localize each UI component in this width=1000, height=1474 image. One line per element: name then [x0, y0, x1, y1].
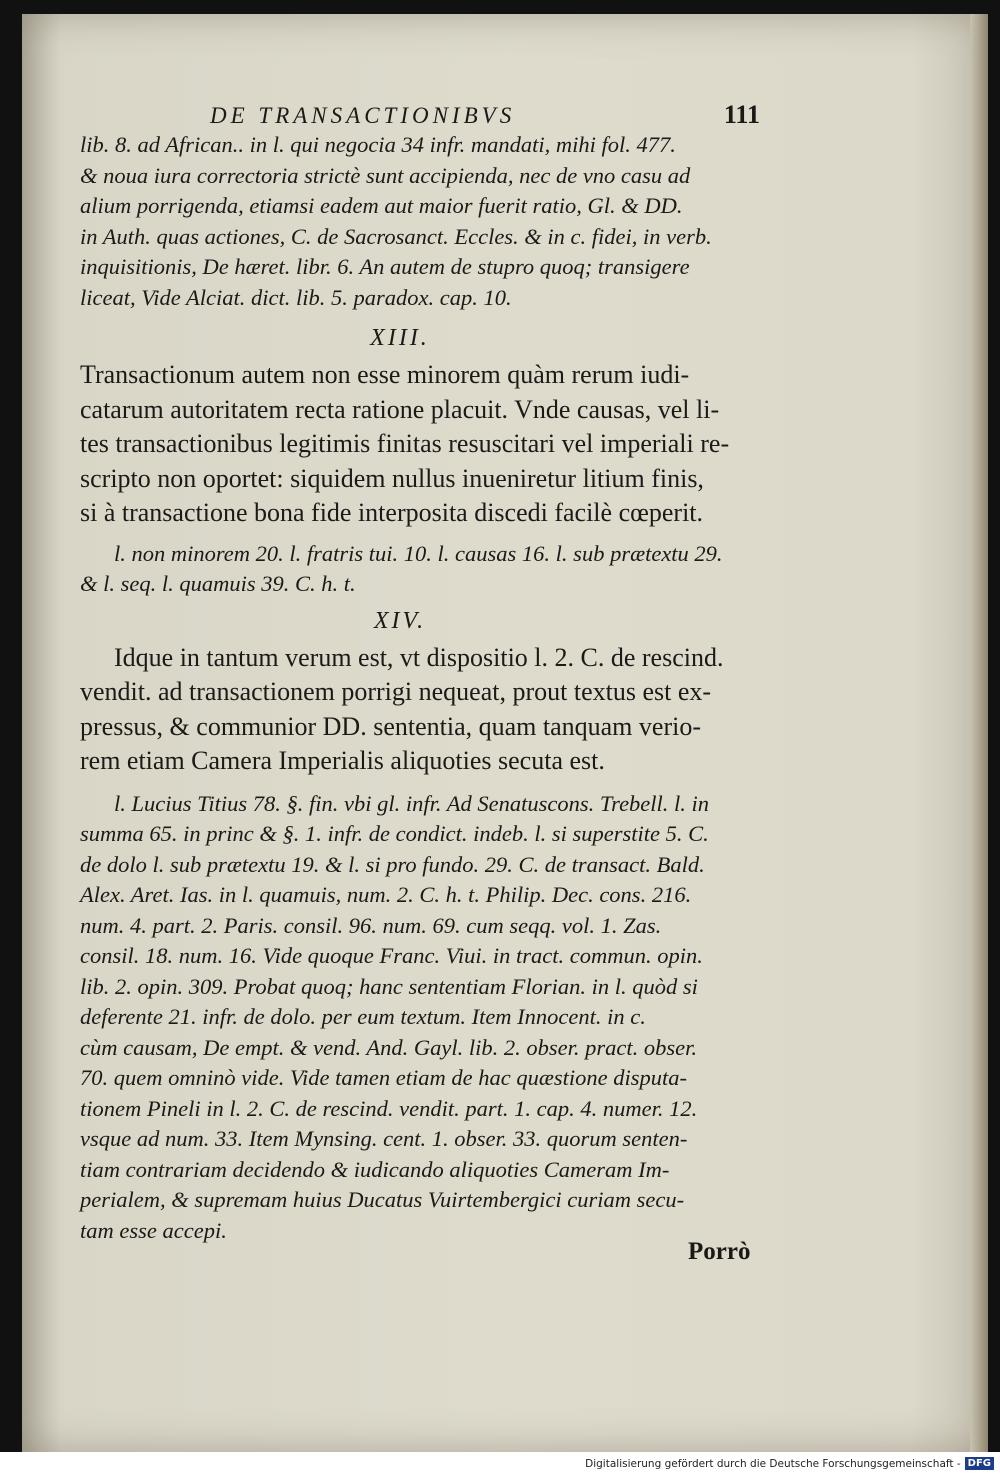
digitization-footer — [585, 1457, 994, 1470]
note-line: Alex. Aret. Ias. in l. quamuis, num. 2. C. h. t. Philip. Dec. cons. 216. — [80, 882, 692, 907]
note-line: l. non minorem 20. l. fratris tui. 10. l. causas 16. l. sub prætextu 29. — [114, 540, 723, 566]
note-line: deferente 21. infr. de dolo. per eum textum. Item Innocent. in c. — [80, 1004, 646, 1029]
paragraph-line: pressus, & communior DD. sententia, quam tanquam verio- — [80, 711, 701, 741]
note-line: alium porrigenda, etiamsi eadem aut maior fuerit ratio, Gl. & DD. — [80, 193, 683, 218]
paragraph-line: si à transactione bona fide interposita discedi facilè cœperit. — [80, 498, 704, 527]
note-line: & l. seq. l. quamuis 39. C. h. t. — [80, 571, 356, 596]
paragraph-line: catarum autoritatem recta ratione placuit. Vnde causas, vel li- — [80, 394, 720, 424]
paragraph-line: Idque in tantum verum est, vt dispositio l. 2. C. de rescind. — [114, 642, 724, 672]
note-line: tiam contrariam decidendo & iudicando aliquoties Cameram Im- — [80, 1156, 670, 1182]
note-line: perialem, & supremam huius Ducatus Vuirtembergici curiam secu- — [80, 1187, 685, 1212]
citation-note-1 — [80, 130, 780, 313]
catchword: Porrò — [688, 1238, 751, 1265]
page-number: 111 — [723, 100, 760, 129]
section-number-13: XIII. — [370, 325, 430, 351]
note-line: & noua iura correctoria strictè sunt accipienda, nec de vno casu ad — [80, 162, 691, 188]
section-number-14: XIV. — [373, 607, 427, 634]
note-line: vsque ad num. 33. Item Mynsing. cent. 1. obser. 33. quorum senten- — [80, 1126, 688, 1151]
paragraph-2 — [80, 641, 780, 779]
note-line: summa 65. in princ & §. 1. infr. de condict. indeb. l. si superstite 5. C. — [80, 821, 709, 846]
note-line: de dolo l. sub prætextu 19. & l. si pro fundo. 29. C. de transact. Bald. — [80, 851, 705, 877]
note-line: tionem Pineli in l. 2. C. de rescind. vendit. part. 1. cap. 4. numer. 12. — [80, 1095, 698, 1121]
dfg-logo: DFG — [965, 1457, 994, 1470]
note-line: lib. 2. opin. 309. Probat quoq; hanc sententiam Florian. in l. quòd si — [80, 973, 698, 999]
paragraph-1 — [80, 358, 780, 531]
note-line: l. Lucius Titius 78. §. fin. vbi gl. infr. Ad Senatuscons. Trebell. l. in — [114, 790, 710, 816]
paragraph-line: scripto non oportet: siquidem nullus inueniretur litium finis, — [80, 463, 704, 493]
paragraph-line: vendit. ad transactionem porrigi nequeat, prout textus est ex- — [80, 677, 712, 706]
page-content — [80, 130, 780, 1246]
note-line: cùm causam, De empt. & vend. And. Gayl. lib. 2. obser. pract. obser. — [80, 1034, 698, 1060]
note-line: liceat, Vide Alciat. dict. lib. 5. paradox. cap. 10. — [80, 284, 512, 310]
running-header — [210, 100, 760, 130]
note-line: 70. quem omninò vide. Vide tamen etiam de hac quæstione disputa- — [80, 1065, 687, 1090]
note-line: tam esse accepi. — [80, 1217, 227, 1243]
note-line: inquisitionis, De hæret. libr. 6. An autem de stupro quoq; transigere — [80, 254, 690, 279]
footer-credit: Digitalisierung gefördert durch die Deutsche Forschungsgemeinschaft - — [585, 1457, 961, 1470]
paragraph-line: tes transactionibus legitimis finitas resuscitari vel imperiali re- — [80, 429, 730, 458]
citation-note-2 — [80, 539, 780, 600]
note-line: num. 4. part. 2. Paris. consil. 96. num. 69. cum seqq. vol. 1. Zas. — [80, 912, 662, 938]
note-line: lib. 8. ad African.. in l. qui negocia 34 infr. mandati, mihi fol. 477. — [80, 132, 676, 157]
note-line: consil. 18. num. 16. Vide quoque Franc. Viui. in tract. commun. opin. — [80, 943, 703, 968]
paragraph-line: Transactionum autem non esse minorem quàm rerum iudi- — [80, 360, 690, 389]
running-title: DE TRANSACTIONIBVS — [210, 103, 516, 128]
paragraph-line: rem etiam Camera Imperialis aliquoties secuta est. — [80, 746, 605, 775]
page-edge — [970, 14, 988, 1452]
note-line: in Auth. quas actiones, C. de Sacrosanct. Eccles. & in c. fidei, in verb. — [80, 223, 712, 249]
citation-note-3 — [80, 789, 780, 1247]
